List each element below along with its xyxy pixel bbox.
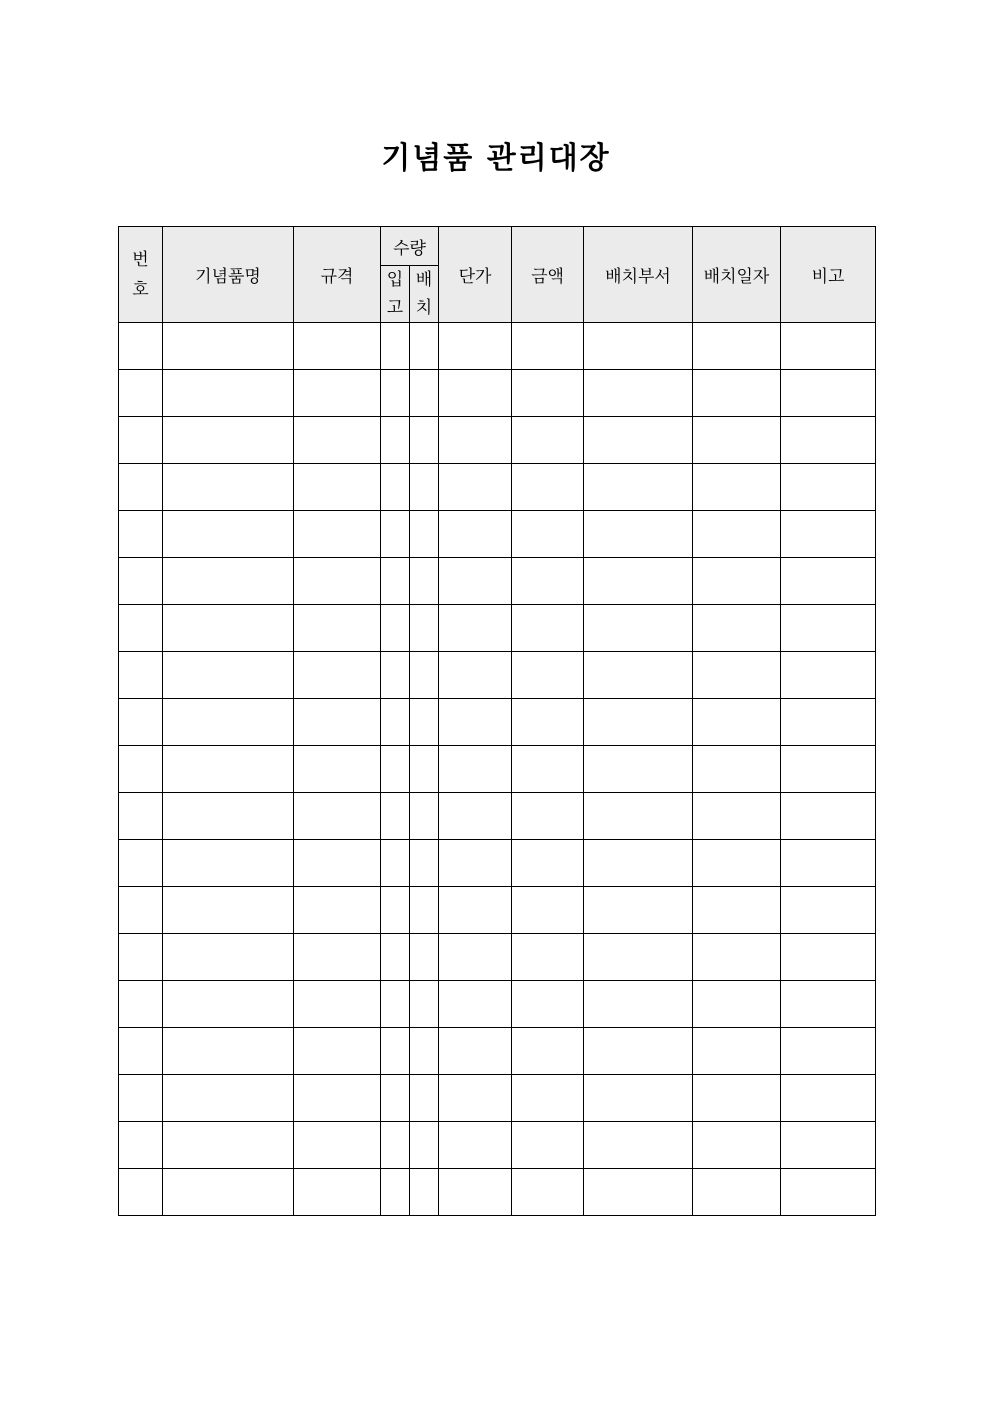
cell-quantity-assign[interactable] <box>410 652 439 699</box>
cell-spec[interactable] <box>294 746 381 793</box>
cell-department[interactable] <box>584 323 693 370</box>
cell-quantity-assign[interactable] <box>410 1122 439 1169</box>
cell-quantity-assign[interactable] <box>410 370 439 417</box>
cell-quantity-in[interactable] <box>381 699 410 746</box>
cell-quantity-in[interactable] <box>381 605 410 652</box>
cell-no[interactable] <box>119 840 163 887</box>
cell-date[interactable] <box>693 793 781 840</box>
cell-remarks[interactable] <box>781 1028 876 1075</box>
cell-item-name[interactable] <box>163 464 294 511</box>
cell-item-name[interactable] <box>163 699 294 746</box>
cell-item-name[interactable] <box>163 840 294 887</box>
cell-department[interactable] <box>584 511 693 558</box>
cell-unit-price[interactable] <box>439 370 512 417</box>
header-quantity: 수량 <box>381 227 439 266</box>
cell-unit-price[interactable] <box>439 1075 512 1122</box>
cell-department[interactable] <box>584 887 693 934</box>
cell-spec[interactable] <box>294 699 381 746</box>
cell-quantity-assign[interactable] <box>410 1028 439 1075</box>
cell-department[interactable] <box>584 934 693 981</box>
cell-no[interactable] <box>119 1169 163 1216</box>
cell-amount[interactable] <box>512 1169 584 1216</box>
cell-date[interactable] <box>693 1075 781 1122</box>
cell-amount[interactable] <box>512 652 584 699</box>
header-remarks: 비고 <box>781 227 876 323</box>
cell-no[interactable] <box>119 370 163 417</box>
cell-unit-price[interactable] <box>439 887 512 934</box>
cell-department[interactable] <box>584 699 693 746</box>
cell-remarks[interactable] <box>781 1169 876 1216</box>
cell-spec[interactable] <box>294 840 381 887</box>
cell-spec[interactable] <box>294 887 381 934</box>
cell-date[interactable] <box>693 605 781 652</box>
cell-no[interactable] <box>119 323 163 370</box>
cell-spec[interactable] <box>294 934 381 981</box>
cell-quantity-assign[interactable] <box>410 793 439 840</box>
cell-item-name[interactable] <box>163 323 294 370</box>
cell-quantity-in[interactable] <box>381 370 410 417</box>
cell-item-name[interactable] <box>163 1028 294 1075</box>
cell-date[interactable] <box>693 840 781 887</box>
header-no <box>119 227 163 323</box>
cell-spec[interactable] <box>294 652 381 699</box>
cell-quantity-in[interactable] <box>381 934 410 981</box>
cell-amount[interactable] <box>512 981 584 1028</box>
cell-amount[interactable] <box>512 1028 584 1075</box>
cell-quantity-assign[interactable] <box>410 464 439 511</box>
table-row <box>119 1075 876 1122</box>
cell-department[interactable] <box>584 1075 693 1122</box>
cell-remarks[interactable] <box>781 464 876 511</box>
cell-remarks[interactable] <box>781 558 876 605</box>
cell-department[interactable] <box>584 605 693 652</box>
cell-unit-price[interactable] <box>439 511 512 558</box>
header-item-name: 기념품명 <box>163 227 294 323</box>
header-amount: 금액 <box>512 227 584 323</box>
cell-department[interactable] <box>584 464 693 511</box>
table-row <box>119 887 876 934</box>
cell-item-name[interactable] <box>163 652 294 699</box>
cell-amount[interactable] <box>512 511 584 558</box>
cell-no[interactable] <box>119 1122 163 1169</box>
table-row <box>119 746 876 793</box>
cell-amount[interactable] <box>512 887 584 934</box>
table-row <box>119 1028 876 1075</box>
cell-quantity-assign[interactable] <box>410 323 439 370</box>
header-department: 배치부서 <box>584 227 693 323</box>
cell-no[interactable] <box>119 464 163 511</box>
cell-no[interactable] <box>119 1075 163 1122</box>
cell-quantity-assign[interactable] <box>410 981 439 1028</box>
cell-unit-price[interactable] <box>439 1122 512 1169</box>
table-row <box>119 323 876 370</box>
cell-amount[interactable] <box>512 464 584 511</box>
cell-amount[interactable] <box>512 558 584 605</box>
cell-spec[interactable] <box>294 558 381 605</box>
cell-department[interactable] <box>584 1169 693 1216</box>
cell-no[interactable] <box>119 746 163 793</box>
cell-spec[interactable] <box>294 370 381 417</box>
cell-item-name[interactable] <box>163 605 294 652</box>
cell-remarks[interactable] <box>781 840 876 887</box>
cell-spec[interactable] <box>294 417 381 464</box>
header-spec: 규격 <box>294 227 381 323</box>
cell-date[interactable] <box>693 323 781 370</box>
cell-unit-price[interactable] <box>439 605 512 652</box>
cell-item-name[interactable] <box>163 746 294 793</box>
cell-department[interactable] <box>584 840 693 887</box>
cell-date[interactable] <box>693 981 781 1028</box>
cell-unit-price[interactable] <box>439 652 512 699</box>
cell-date[interactable] <box>693 370 781 417</box>
cell-no[interactable] <box>119 558 163 605</box>
cell-amount[interactable] <box>512 370 584 417</box>
cell-remarks[interactable] <box>781 934 876 981</box>
cell-unit-price[interactable] <box>439 1169 512 1216</box>
cell-date[interactable] <box>693 1122 781 1169</box>
cell-amount[interactable] <box>512 934 584 981</box>
cell-remarks[interactable] <box>781 887 876 934</box>
cell-item-name[interactable] <box>163 511 294 558</box>
cell-no[interactable] <box>119 1028 163 1075</box>
cell-unit-price[interactable] <box>439 699 512 746</box>
cell-quantity-in[interactable] <box>381 511 410 558</box>
cell-remarks[interactable] <box>781 323 876 370</box>
cell-quantity-in[interactable] <box>381 652 410 699</box>
cell-item-name[interactable] <box>163 1169 294 1216</box>
table-row <box>119 464 876 511</box>
cell-item-name[interactable] <box>163 934 294 981</box>
cell-quantity-in[interactable] <box>381 1122 410 1169</box>
table-row <box>119 1122 876 1169</box>
cell-no[interactable] <box>119 605 163 652</box>
cell-no[interactable] <box>119 699 163 746</box>
cell-quantity-assign[interactable] <box>410 605 439 652</box>
header-no-line2: 호 <box>132 279 149 300</box>
cell-unit-price[interactable] <box>439 417 512 464</box>
cell-date[interactable] <box>693 417 781 464</box>
cell-spec[interactable] <box>294 1122 381 1169</box>
cell-date[interactable] <box>693 558 781 605</box>
cell-department[interactable] <box>584 1122 693 1169</box>
cell-remarks[interactable] <box>781 981 876 1028</box>
cell-item-name[interactable] <box>163 981 294 1028</box>
cell-department[interactable] <box>584 417 693 464</box>
table-row <box>119 1169 876 1216</box>
cell-item-name[interactable] <box>163 1075 294 1122</box>
table-row <box>119 699 876 746</box>
cell-quantity-assign[interactable] <box>410 746 439 793</box>
cell-remarks[interactable] <box>781 1075 876 1122</box>
cell-spec[interactable] <box>294 464 381 511</box>
cell-quantity-in[interactable] <box>381 746 410 793</box>
cell-no[interactable] <box>119 793 163 840</box>
cell-item-name[interactable] <box>163 1122 294 1169</box>
cell-department[interactable] <box>584 981 693 1028</box>
cell-spec[interactable] <box>294 511 381 558</box>
cell-quantity-in[interactable] <box>381 793 410 840</box>
table-row <box>119 417 876 464</box>
cell-amount[interactable] <box>512 699 584 746</box>
cell-no[interactable] <box>119 981 163 1028</box>
cell-spec[interactable] <box>294 605 381 652</box>
table-row <box>119 934 876 981</box>
cell-amount[interactable] <box>512 1122 584 1169</box>
table-row <box>119 370 876 417</box>
cell-amount[interactable] <box>512 1075 584 1122</box>
cell-no[interactable] <box>119 417 163 464</box>
cell-quantity-in[interactable] <box>381 1169 410 1216</box>
cell-item-name[interactable] <box>163 370 294 417</box>
cell-date[interactable] <box>693 1028 781 1075</box>
cell-item-name[interactable] <box>163 417 294 464</box>
cell-quantity-assign[interactable] <box>410 417 439 464</box>
cell-spec[interactable] <box>294 981 381 1028</box>
cell-unit-price[interactable] <box>439 746 512 793</box>
cell-spec[interactable] <box>294 323 381 370</box>
cell-department[interactable] <box>584 793 693 840</box>
cell-department[interactable] <box>584 652 693 699</box>
cell-quantity-assign[interactable] <box>410 1075 439 1122</box>
cell-item-name[interactable] <box>163 558 294 605</box>
cell-department[interactable] <box>584 558 693 605</box>
cell-spec[interactable] <box>294 1028 381 1075</box>
cell-quantity-in[interactable] <box>381 464 410 511</box>
cell-department[interactable] <box>584 370 693 417</box>
cell-remarks[interactable] <box>781 511 876 558</box>
table-row <box>119 840 876 887</box>
cell-quantity-assign[interactable] <box>410 1169 439 1216</box>
header-date: 배치일자 <box>693 227 781 323</box>
cell-no[interactable] <box>119 652 163 699</box>
cell-quantity-in[interactable] <box>381 1028 410 1075</box>
table-row <box>119 511 876 558</box>
cell-quantity-in[interactable] <box>381 558 410 605</box>
table-header <box>119 227 876 323</box>
header-unit-price: 단가 <box>439 227 512 323</box>
cell-unit-price[interactable] <box>439 558 512 605</box>
table-row <box>119 558 876 605</box>
header-in-line2: 고 <box>386 298 404 318</box>
cell-unit-price[interactable] <box>439 464 512 511</box>
cell-item-name[interactable] <box>163 793 294 840</box>
cell-quantity-in[interactable] <box>381 981 410 1028</box>
cell-spec[interactable] <box>294 1169 381 1216</box>
cell-amount[interactable] <box>512 793 584 840</box>
cell-unit-price[interactable] <box>439 323 512 370</box>
cell-quantity-in[interactable] <box>381 887 410 934</box>
cell-date[interactable] <box>693 464 781 511</box>
cell-amount[interactable] <box>512 746 584 793</box>
cell-no[interactable] <box>119 887 163 934</box>
cell-quantity-assign[interactable] <box>410 699 439 746</box>
cell-unit-price[interactable] <box>439 934 512 981</box>
cell-date[interactable] <box>693 1169 781 1216</box>
cell-remarks[interactable] <box>781 652 876 699</box>
table-row <box>119 981 876 1028</box>
cell-amount[interactable] <box>512 605 584 652</box>
page-title: 기념품 관리대장 <box>381 141 611 176</box>
souvenir-ledger-table <box>118 226 876 1216</box>
cell-remarks[interactable] <box>781 746 876 793</box>
cell-remarks[interactable] <box>781 605 876 652</box>
table-row <box>119 605 876 652</box>
cell-quantity-assign[interactable] <box>410 558 439 605</box>
cell-remarks[interactable] <box>781 417 876 464</box>
cell-quantity-in[interactable] <box>381 1075 410 1122</box>
cell-unit-price[interactable] <box>439 981 512 1028</box>
cell-date[interactable] <box>693 511 781 558</box>
cell-unit-price[interactable] <box>439 1028 512 1075</box>
cell-quantity-in[interactable] <box>381 840 410 887</box>
cell-amount[interactable] <box>512 417 584 464</box>
header-in-line1: 입 <box>386 270 404 290</box>
cell-amount[interactable] <box>512 323 584 370</box>
cell-department[interactable] <box>584 1028 693 1075</box>
table-row <box>119 793 876 840</box>
cell-remarks[interactable] <box>781 370 876 417</box>
cell-amount[interactable] <box>512 840 584 887</box>
cell-remarks[interactable] <box>781 793 876 840</box>
header-assign-line1: 배 <box>415 270 433 290</box>
cell-remarks[interactable] <box>781 1122 876 1169</box>
cell-quantity-assign[interactable] <box>410 511 439 558</box>
cell-quantity-assign[interactable] <box>410 934 439 981</box>
cell-no[interactable] <box>119 934 163 981</box>
table-body <box>119 323 876 1216</box>
cell-quantity-in[interactable] <box>381 323 410 370</box>
cell-date[interactable] <box>693 699 781 746</box>
cell-quantity-assign[interactable] <box>410 840 439 887</box>
cell-remarks[interactable] <box>781 699 876 746</box>
cell-spec[interactable] <box>294 1075 381 1122</box>
header-no-line1: 번 <box>132 249 149 270</box>
cell-no[interactable] <box>119 511 163 558</box>
cell-unit-price[interactable] <box>439 793 512 840</box>
cell-date[interactable] <box>693 652 781 699</box>
cell-quantity-in[interactable] <box>381 417 410 464</box>
cell-department[interactable] <box>584 746 693 793</box>
header-quantity-assign <box>410 266 439 323</box>
header-quantity-in <box>381 266 410 323</box>
cell-quantity-assign[interactable] <box>410 887 439 934</box>
cell-date[interactable] <box>693 746 781 793</box>
cell-date[interactable] <box>693 887 781 934</box>
header-assign-line2: 치 <box>415 298 433 318</box>
cell-item-name[interactable] <box>163 887 294 934</box>
cell-spec[interactable] <box>294 793 381 840</box>
cell-date[interactable] <box>693 934 781 981</box>
cell-unit-price[interactable] <box>439 840 512 887</box>
table-row <box>119 652 876 699</box>
